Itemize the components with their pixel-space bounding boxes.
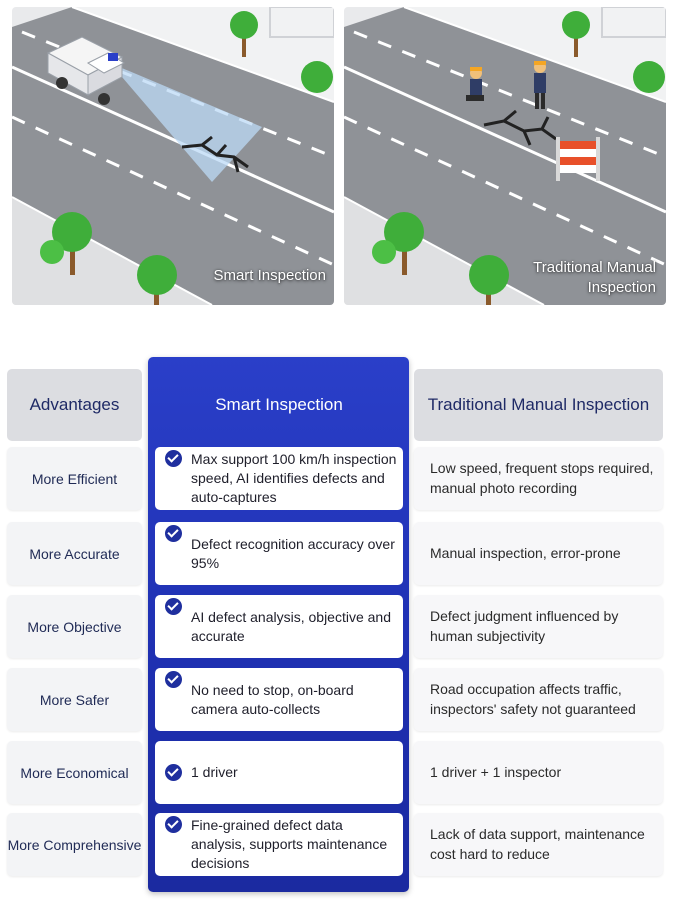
row-smart-objective: [155, 595, 403, 658]
check-circle-icon: [165, 816, 182, 833]
traditional-caption-line2: Inspection: [587, 278, 656, 296]
row-label-comprehensive: More Comprehensive: [7, 813, 142, 876]
header-traditional-inspection: Traditional Manual Inspection: [414, 369, 663, 441]
row-trad-comprehensive: Lack of data support, maintenance cost hard to reduce: [414, 813, 663, 876]
row-trad-economical: 1 driver + 1 inspector: [414, 741, 663, 804]
smart-inspection-illustration: [12, 7, 334, 305]
row-label-objective: More Objective: [7, 595, 142, 658]
check-circle-icon: [165, 671, 182, 688]
smart-text: 1 driver: [191, 764, 238, 781]
row-smart-safer: [155, 668, 403, 731]
row-label-safer: More Safer: [7, 668, 142, 731]
smart-inspection-caption: Smart Inspection: [213, 266, 326, 284]
row-smart-comprehensive: [155, 813, 403, 876]
header-advantages: Advantages: [7, 369, 142, 441]
row-smart-efficient: [155, 447, 403, 510]
check-circle-icon: [165, 764, 182, 781]
check-circle-icon: [165, 598, 182, 615]
smart-text: Max support 100 km/h inspection speed, AI identifies defects and auto-captures: [191, 451, 397, 505]
traditional-caption-line1: Traditional Manual: [533, 259, 656, 276]
row-trad-safer: Road occupation affects traffic, inspectors' safety not guaranteed: [414, 668, 663, 731]
row-smart-economical: [155, 741, 403, 804]
row-label-efficient: More Efficient: [7, 447, 142, 510]
smart-text: Fine-grained defect data analysis, supports maintenance decisions: [191, 817, 388, 871]
traditional-inspection-scene: [344, 7, 666, 305]
row-trad-efficient: Low speed, frequent stops required, manual photo recording: [414, 447, 663, 510]
smart-text: No need to stop, on-board camera auto-collects: [191, 681, 354, 717]
traditional-inspection-caption: [533, 258, 656, 297]
row-smart-accurate: [155, 522, 403, 585]
smart-inspection-scene: [12, 7, 334, 305]
smart-text: Defect recognition accuracy over 95%: [191, 535, 395, 571]
header-smart-inspection: Smart Inspection: [215, 395, 343, 414]
row-label-economical: More Economical: [7, 741, 142, 804]
row-trad-accurate: Manual inspection, error-prone: [414, 522, 663, 585]
check-circle-icon: [165, 450, 182, 467]
smart-text: AI defect analysis, objective and accurate: [191, 608, 392, 644]
check-circle-icon: [165, 525, 182, 542]
row-label-accurate: More Accurate: [7, 522, 142, 585]
row-trad-objective: Defect judgment influenced by human subjectivity: [414, 595, 663, 658]
